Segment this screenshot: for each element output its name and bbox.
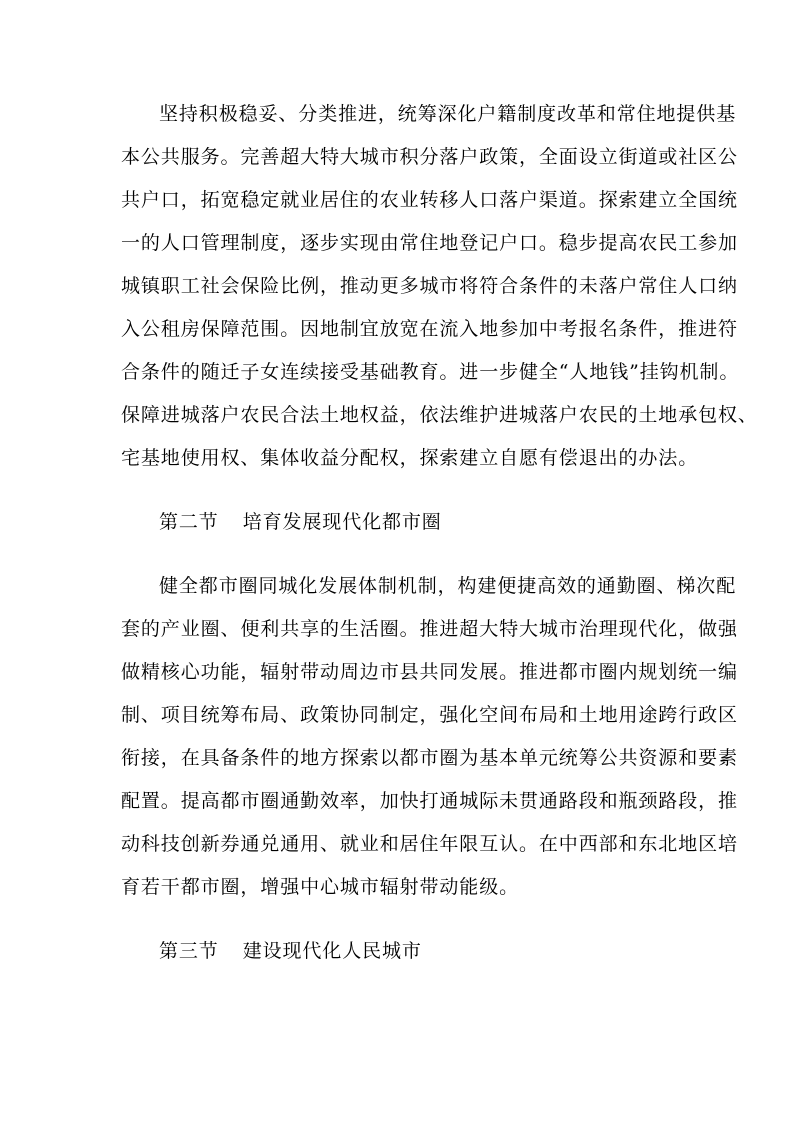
paragraph-line: 本公共服务。完善超大特大城市积分落户政策，全面设立街道或社区公	[121, 146, 738, 168]
paragraph-line: 育若干都市圈，增强中心城市辐射带动能级。	[121, 876, 520, 898]
section-title: 建设现代化人民城市	[242, 940, 422, 962]
paragraph-line: 合条件的随迁子女连续接受基础教育。进一步健全“人地钱”挂钩机制。	[121, 361, 740, 383]
paragraph-line: 保障进城落户农民合法土地权益，依法维护进城落户农民的土地承包权、	[121, 404, 758, 426]
paragraph-line: 坚持积极稳妥、分类推进，统筹深化户籍制度改革和常住地提供基	[159, 103, 737, 125]
paragraph-line: 动科技创新券通兑通用、就业和居住年限互认。在中西部和东北地区培	[121, 833, 738, 855]
paragraph-line: 配置。提高都市圈通勤效率，加快打通城际未贯通路段和瓶颈路段，推	[121, 790, 738, 812]
paragraph-line: 共户口，拓宽稳定就业居住的农业转移人口落户渠道。探索建立全国统	[121, 189, 738, 211]
paragraph-line: 一的人口管理制度，逐步实现由常住地登记户口。稳步提高农民工参加	[121, 232, 738, 254]
paragraph-line: 宅基地使用权、集体收益分配权，探索建立自愿有偿退出的办法。	[121, 447, 699, 469]
paragraph-line: 城镇职工社会保险比例，推动更多城市将符合条件的未落户常住人口纳	[121, 275, 738, 297]
section-heading-2	[159, 510, 442, 534]
section-number: 第三节	[159, 940, 219, 962]
paragraph-line: 衔接，在具备条件的地方探索以都市圈为基本单元统筹公共资源和要素	[121, 747, 738, 769]
section-number: 第二节	[159, 511, 219, 533]
paragraph-line: 入公租房保障范围。因地制宜放宽在流入地参加中考报名条件，推进符	[121, 318, 738, 340]
section-heading-3	[159, 939, 422, 963]
paragraph-line: 做精核心功能，辐射带动周边市县共同发展。推进都市圈内规划统一编	[121, 661, 738, 683]
section-title: 培育发展现代化都市圈	[242, 511, 442, 533]
paragraph-line: 套的产业圈、便利共享的生活圈。推进超大特大城市治理现代化，做强	[121, 618, 738, 640]
paragraph-line: 制、项目统筹布局、政策协同制定，强化空间布局和土地用途跨行政区	[121, 704, 738, 726]
paragraph-line: 健全都市圈同城化发展体制机制，构建便捷高效的通勤圈、梯次配	[159, 575, 737, 597]
